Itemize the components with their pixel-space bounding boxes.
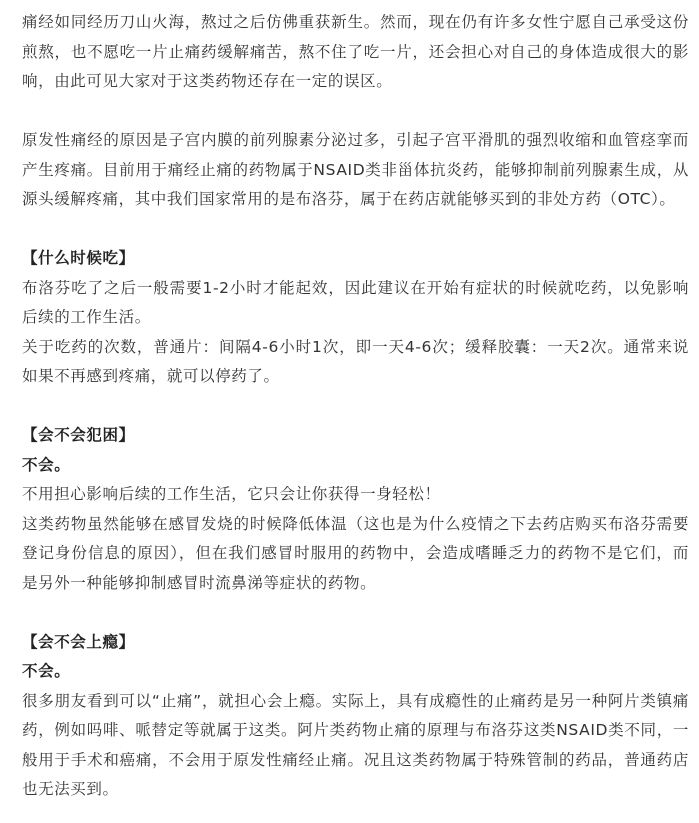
paragraph-gap — [22, 215, 689, 245]
paragraph-gap — [22, 598, 689, 628]
paragraph-gap — [22, 97, 689, 127]
section-heading-when: 【什么时候吃】 — [22, 249, 135, 267]
cause-paragraph: 原发性痛经的原因是子宫内膜的前列腺素分泌过多，引起子宫平滑肌的强烈收缩和血管痉挛而产生疼痛。目前用于痛经止痛的药物属于NSAID类非甾体抗炎药，能够抑制前列腺素生成，从源头缓解疼痛，其中我们国家常用的是布洛芬，属于在药店就能够买到的非处方药（OTC）。 — [22, 131, 689, 208]
section-when-paragraph-2: 关于吃药的次数，普通片：间隔4-6小时1次，即一天4-6次；缓释胶囊：一天2次。通常来说如果不再感到疼痛，就可以停药了。 — [22, 337, 689, 385]
section-drowsy-paragraph-2: 这类药物虽然能够在感冒发烧的时候降低体温（这也是为什么疫情之下去药店购买布洛芬需要登记身份信息的原因），但在我们感冒时服用的药物中，会造成嗜睡乏力的药物不是它们，而是另外一种能够抑制感冒时流鼻涕等症状的药物。 — [22, 514, 689, 592]
paragraph-gap — [22, 392, 689, 422]
section-addiction-answer: 不会。 — [22, 662, 71, 680]
section-heading-addiction: 【会不会上瘾】 — [22, 632, 135, 651]
section-when-paragraph-1: 布洛芬吃了之后一般需要1-2小时才能起效，因此建议在开始有症状的时候就吃药，以免影响后续的工作生活。 — [22, 278, 689, 326]
section-drowsy-paragraph-1: 不用担心影响后续的工作生活，它只会让你获得一身轻松！ — [22, 485, 441, 503]
section-drowsy-answer: 不会。 — [22, 455, 71, 474]
intro-paragraph: 痛经如同经历刀山火海，熬过之后仿佛重获新生。然而，现在仍有许多女性宁愿自己承受这份煎熬，也不愿吃一片止痛药缓解痛苦，熬不住了吃一片，还会担心对自己的身体造成很大的影响，由此可见大家对于这类药物还存在一定的误区。 — [22, 13, 689, 90]
section-heading-drowsy: 【会不会犯困】 — [22, 426, 135, 444]
section-addiction-paragraph-1: 很多朋友看到可以“止痛”，就担心会上瘾。实际上，具有成瘾性的止痛药是另一种阿片类镇痛药，例如吗啡、哌替定等就属于这类。阿片类药物止痛的原理与布洛芬这类NSAID类不同，一般用于手术和癌痛，不会用于原发性痛经止痛。况且这类药物属于特殊管制的药品，普通药店也无法买到。 — [22, 691, 689, 798]
